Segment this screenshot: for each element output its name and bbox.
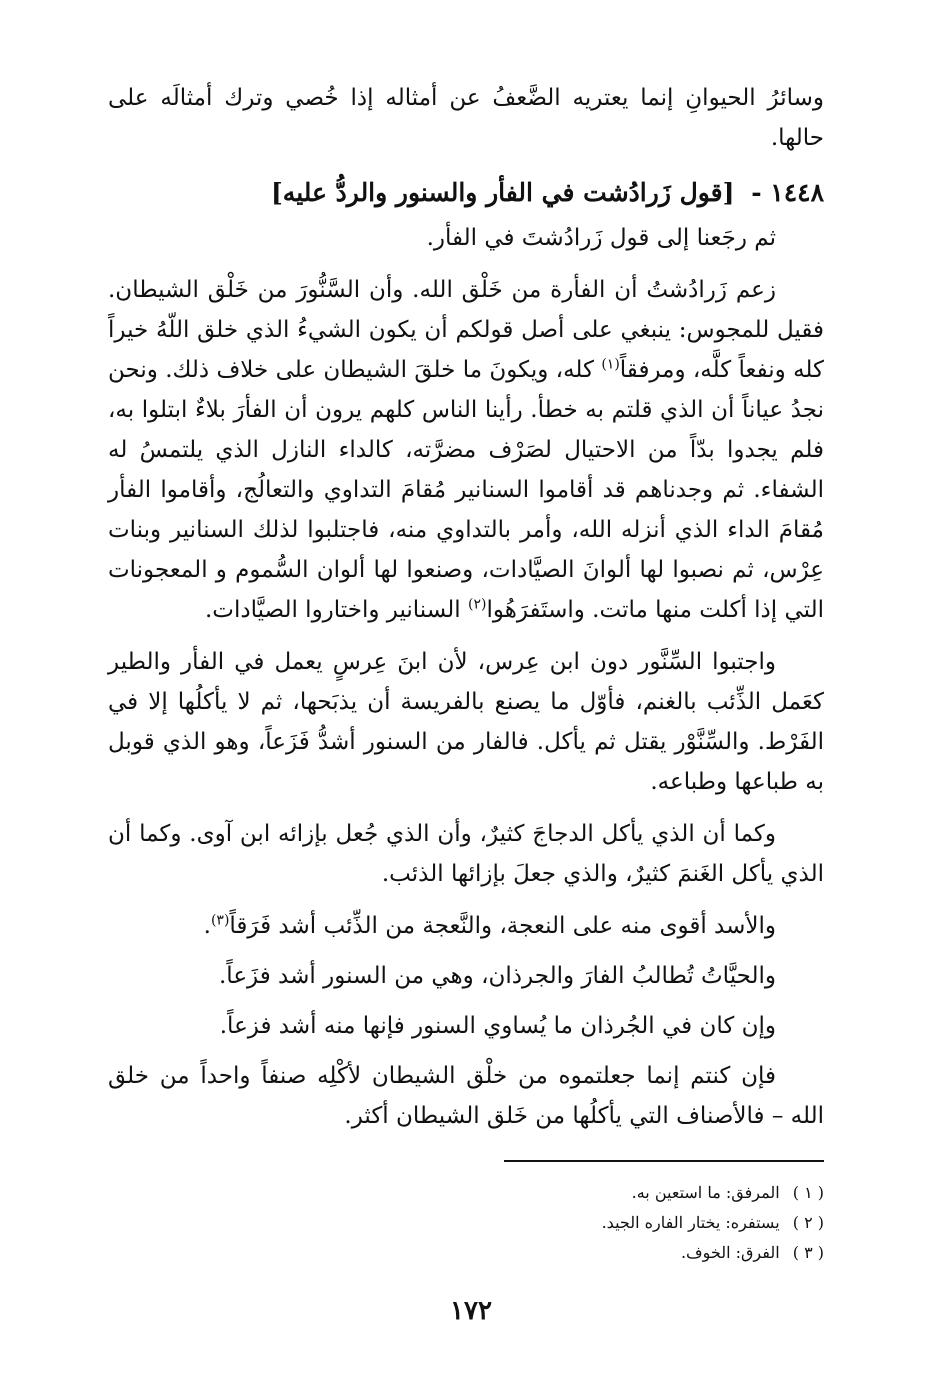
verse-line-3: وإن كان في الجُرذان ما يُساوي السنور فإنها منه أشد فزعاً. [219,1013,776,1039]
footnote-number: ( ٢ ) [792,1213,824,1232]
paragraph-3: واجتبوا السِّنَّور دون ابن عِرس، لأن ابنَ عِرسٍ يعمل في الفأر والطير كعَمل الذِّئب بالغنم، فأوّل ما يصنع بالفريسة أن يذبَحها، ثم لا يأكلُها إلا في الفَرْط. والسِّنَّوْر يقتل ثم يأكل. فالفار من السنور أشدُّ فَزَعاً، وهو الذي قوبل به طباعها وطباعه. [108,649,824,795]
footnote-3 [108,1238,824,1268]
footnote-1 [108,1178,824,1208]
footnote-number: ( ١ ) [792,1183,824,1202]
paragraph-4: وكما أن الذي يأكل الدجاجَ كثيرٌ، وأن الذي جُعل بإزائه ابن آوى. وكما أن الذي يأكل الغَنمَ كثيرٌ، والذي جعلَ بإزائها الذئب. [108,821,824,887]
verse-line-1 [108,906,824,946]
paragraph-2 [108,270,824,630]
footnote-ref-2: (٢) [467,596,487,613]
footnote-ref-1: (١) [601,356,620,373]
main-text [108,78,824,1136]
verse-line-1-text: والأسد أقوى منه على النعجة، والنَّعجة من الذِّئب أشد فَرَقاً [229,913,776,939]
footnote-text: المرفق: ما استعين به. [631,1183,780,1202]
paragraph-intro: وسائرُ الحيوانِ إنما يعتريه الضَّعفُ عن أمثاله إذا خُصي وترك أمثالَه على حالها. [108,85,824,151]
section-title: [قول زَرادُشت في الفأر والسنور والردُّ عليه] [270,178,735,207]
paragraph-2-part-a: زعم زَرادُشتُ أن الفأرة من خَلْق الله. وأن السَّنُّورَ من خَلْق الشيطان. فقيل للمجوس: ينبغي على أصل قولكم أن يكون الشيءُ الذي خلق اللّهُ خيراً كله ونفعاً كلَّه، ومرفقاً [108,277,824,383]
section-heading [108,170,824,216]
footnote-2 [108,1208,824,1238]
page-number: ١٧٢ [450,1296,492,1326]
footnote-number: ( ٣ ) [792,1243,824,1262]
footnote-divider [504,1160,824,1162]
footnote-ref-3: (٣) [210,912,230,929]
paragraph-2-part-c: السنانير واختاروا الصيَّادات. [204,597,468,623]
paragraph-1: ثم رجَعنا إلى قول زَرادُشتَ في الفأر. [426,225,776,251]
verse-line-2: والحيَّاتُ تُطالبُ الفارَ والجرذان، وهي من السنور أشد فزَعاً. [219,963,776,989]
paragraph-5: فإن كنتم إنما جعلتموه من خلْق الشيطان لأكْلِه صنفاً واحداً من خلق الله – فالأصناف التي يأكلُها من خَلق الشيطان أكثر. [108,1063,824,1129]
verse-line-1-end: . [203,913,211,939]
paragraph-2-part-b: كله، ويكونَ ما خلقَ الشيطان على خلاف ذلك. ونحن نجدُ عياناً أن الذي قلتم به خطأ. رأينا الناس كلهم يرون أن الفأرَ بلاءٌ ابتلوا به، فلم يجدوا بدّاً من الاحتيال لصَرْف مضرَّته، كالداء النازل الذي يلتمسُ له الشفاء. ثم وجدناهم قد أقاموا السنانير مُقامَ التداوي والتعالُج، وأقاموا الفأر مُقامَ الداء الذي أنزله الله، وأمر بالتداوي منه، فاجتلبوا لذلك السنانير وبنات عِرْس، ثم نصبوا لها ألوانَ الصيَّادات، وصنعوا لها ألوان السُّموم و المعجونات التي إذا أكلت منها ماتت. واستَفرَهُوا [108,357,824,623]
footnote-text: يستفره: يختار الفاره الجيد. [601,1213,780,1232]
section-number: ١٤٤٨ - [751,178,824,207]
footnotes [108,1178,824,1268]
footnote-text: الفرق: الخوف. [680,1243,780,1262]
